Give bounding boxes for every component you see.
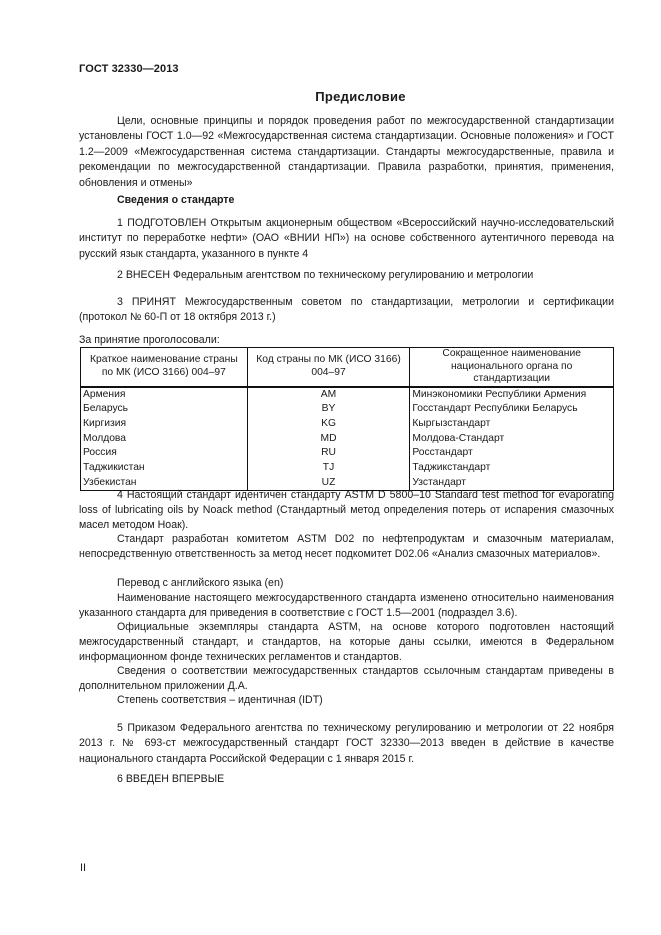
item-4-paragraph-3: Перевод с английского языка (en) [117,577,284,589]
item-4-paragraph-6: Сведения о соответствии межгосударственных стандартов ссылочным стандартам приведены в дополнительном приложении Д.А. [79,665,614,692]
item-5-paragraph: 5 Приказом Федерального агентства по техническому регулированию и метрологии от 22 ноября 2013 г. № 693-ст межгосударственный стандарт ГОСТ 32330—2013 введен в действие в качестве национального стандарта Российской Федерации с 1 января 2015 г. [79,722,614,765]
item-4-paragraph-1: 4 Настоящий стандарт идентичен стандарту ASTM D 5800–10 Standard test method for evaporating loss of lubricating oils by Noack method (Стандартный метод определения потерь от испарения смазочных масел методом Ноак). [79,489,614,531]
header-country: Краткое наименование страны по МК (ИСО 3166) 004–97 [81,348,248,387]
item-4-paragraph-5: Официальные экземпляры стандарта ASTM, на основе которого подготовлен настоящий межгосударственный стандарт, и стандартов, на которые даны ссылки, имеются в Федеральном информационном фонде технических регламентов и стандартов. [79,621,614,663]
cell-standards-body: Госстандарт Республики Беларусь [410,402,614,417]
vote-table [80,347,614,491]
cell-country: Киргизия [81,417,248,432]
vote-table-caption: За принятие проголосовали: [79,334,220,346]
table-row [81,446,614,461]
cell-standards-body: Молдова-Стандарт [410,432,614,447]
item-2-paragraph: 2 ВНЕСЕН Федеральным агентством по техническому регулированию и метрологии [117,269,534,281]
cell-standards-body: Росстандарт [410,446,614,461]
cell-country: Россия [81,446,248,461]
item-6-paragraph: 6 ВВЕДЕН ВПЕРВЫЕ [117,773,225,785]
cell-country: Узбекистан [81,476,248,491]
cell-country: Беларусь [81,402,248,417]
header-code: Код страны по МК (ИСО 3166) 004–97 [247,348,410,387]
cell-code: MD [247,432,410,447]
cell-code: BY [247,402,410,417]
table-row [81,387,614,403]
table-row [81,432,614,447]
cell-standards-body: Минэкономики Республики Армения [410,387,614,403]
intro-paragraph: Цели, основные принципы и порядок проведения работ по межгосударственной стандартизации установлены ГОСТ 1.0—92 «Межгосударственная система стандартизации. Основные положения» и ГОСТ 1.2—2009 «Межгосударственная система стандартизации. Стандарты межгосударственные, правила и рекомендации по межгосударственной стандартизации. Правила разработки, принятия, применения, обновления и отмены» [79,115,614,189]
section-heading: Сведения о стандарте [117,194,235,206]
item-4-paragraph-7: Степень соответствия – идентичная (IDT) [117,694,323,706]
item-3-paragraph: 3 ПРИНЯТ Межгосударственным советом по стандартизации, метрологии и сертификации (протокол № 60-П от 18 октября 2013 г.) [79,296,614,324]
vote-table-header-row [81,348,614,387]
cell-standards-body: Таджикстандарт [410,461,614,476]
document-code: ГОСТ 32330—2013 [79,63,179,75]
page-number: II [80,862,87,874]
item-4-paragraph-2: Стандарт разработан комитетом ASTM D02 по нефтепродуктам и смазочным материалам, непосредственную ответственность за метод несет подкомитет D02.06 «Анализ смазочных материалов». [79,533,614,560]
cell-code: UZ [247,476,410,491]
cell-country: Молдова [81,432,248,447]
cell-code: KG [247,417,410,432]
page-title: Предисловие [315,89,406,104]
table-row [81,402,614,417]
table-row [81,461,614,476]
cell-country: Армения [81,387,248,403]
table-row [81,417,614,432]
cell-country: Таджикистан [81,461,248,476]
cell-standards-body: Узстандарт [410,476,614,491]
item-4-paragraph-4: Наименование настоящего межгосударственного стандарта изменено относительно наименования указанного стандарта для приведения в соответствие с ГОСТ 1.5—2001 (подраздел 3.6). [79,592,614,619]
item-1-paragraph: 1 ПОДГОТОВЛЕН Открытым акционерным обществом «Всероссийский научно-исследовательский институт по переработке нефти» (ОАО «ВНИИ НП») на основе собственного аутентичного перевода на русский язык стандарта, указанного в пункте 4 [79,217,614,260]
cell-code: TJ [247,461,410,476]
cell-code: AM [247,387,410,403]
cell-code: RU [247,446,410,461]
cell-standards-body: Кыргызстандарт [410,417,614,432]
header-standards-body: Сокращенное наименование национального органа по стандартизации [410,348,614,387]
